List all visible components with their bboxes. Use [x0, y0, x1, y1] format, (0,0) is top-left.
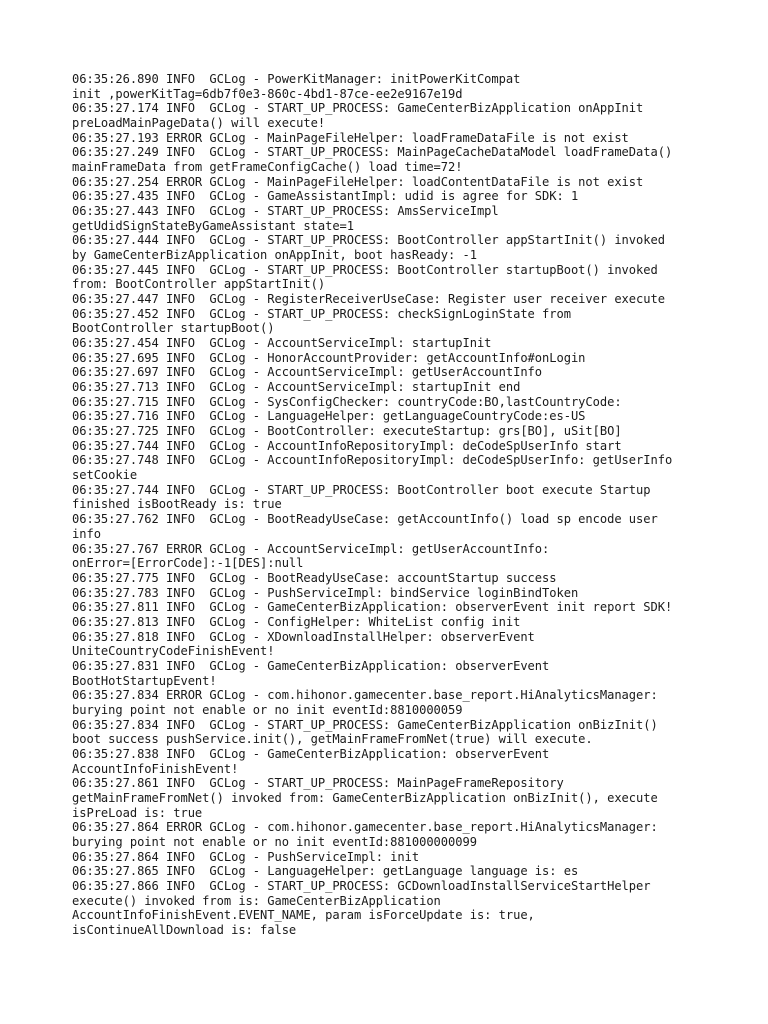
- log-line: getUdidSignStateByGameAssistant state=1: [72, 218, 355, 233]
- log-line: by GameCenterBizApplication onAppInit, boot hasReady: -1: [72, 248, 477, 263]
- log-line: 06:35:27.834 ERROR GCLog - com.hihonor.gamecenter.base_report.HiAnalyticsManager:: [72, 688, 658, 703]
- log-line: boot success pushService.init(), getMainFrameFromNet(true) will execute.: [72, 732, 593, 747]
- log-line: 06:35:27.813 INFO GCLog - ConfigHelper: WhiteList config init: [72, 614, 521, 629]
- log-line: 06:35:27.775 INFO GCLog - BootReadyUseCase: accountStartup success: [72, 570, 557, 585]
- log-line: 06:35:27.744 INFO GCLog - START_UP_PROCESS: BootController boot execute Startup: [72, 482, 651, 497]
- log-line: 06:35:27.818 INFO GCLog - XDownloadInstallHelper: observerEvent: [72, 629, 535, 644]
- log-line: 06:35:27.193 ERROR GCLog - MainPageFileHelper: loadFrameDataFile is not exist: [72, 130, 629, 145]
- log-line: 06:35:27.831 INFO GCLog - GameCenterBizApplication: observerEvent: [72, 658, 550, 673]
- log-line: init ,powerKitTag=6db7f0e3-860c-4bd1-87ce-ee2e9167e19d: [72, 86, 463, 101]
- log-line: onError=[ErrorCode]:-1[DES]:null: [72, 556, 304, 571]
- log-line: 06:35:27.695 INFO GCLog - HonorAccountProvider: getAccountInfo#onLogin: [72, 350, 586, 365]
- log-line: getMainFrameFromNet() invoked from: GameCenterBizApplication onBizInit(), execute: [72, 790, 658, 805]
- log-line: 06:35:27.254 ERROR GCLog - MainPageFileHelper: loadContentDataFile is not exist: [72, 174, 644, 189]
- log-line: preLoadMainPageData() will execute!: [72, 116, 326, 131]
- log-line: 06:35:27.861 INFO GCLog - START_UP_PROCESS: MainPageFrameRepository: [72, 776, 564, 791]
- log-line: finished isBootReady is: true: [72, 497, 282, 512]
- log-line: 06:35:27.454 INFO GCLog - AccountServiceImpl: startupInit: [72, 336, 492, 351]
- log-line: 06:35:26.890 INFO GCLog - PowerKitManager: initPowerKitCompat: [72, 72, 521, 86]
- log-line: 06:35:27.452 INFO GCLog - START_UP_PROCESS: checkSignLoginState from: [72, 306, 571, 321]
- log-line: AccountInfoFinishEvent!: [72, 761, 239, 776]
- log-line: 06:35:27.174 INFO GCLog - START_UP_PROCESS: GameCenterBizApplication onAppInit: [72, 101, 644, 116]
- log-line: isContinueAllDownload is: false: [72, 922, 297, 937]
- log-line: 06:35:27.715 INFO GCLog - SysConfigChecker: countryCode:BO,lastCountryCode:: [72, 394, 622, 409]
- log-text-block: [72, 72, 712, 938]
- log-line: 06:35:27.443 INFO GCLog - START_UP_PROCESS: AmsServiceImpl: [72, 204, 499, 219]
- log-line: 06:35:27.762 INFO GCLog - BootReadyUseCase: getAccountInfo() load sp encode user: [72, 512, 658, 527]
- log-line: 06:35:27.444 INFO GCLog - START_UP_PROCESS: BootController appStartInit() invoked: [72, 233, 665, 248]
- log-line: isPreLoad is: true: [72, 805, 203, 820]
- log-line: mainFrameData from getFrameConfigCache() load time=72!: [72, 160, 463, 175]
- log-line: 06:35:27.435 INFO GCLog - GameAssistantImpl: udid is agree for SDK: 1: [72, 189, 579, 204]
- log-line: 06:35:27.864 INFO GCLog - PushServiceImpl: init: [72, 849, 420, 864]
- log-line: 06:35:27.811 INFO GCLog - GameCenterBizApplication: observerEvent init report SDK!: [72, 600, 673, 615]
- log-line: 06:35:27.725 INFO GCLog - BootController: executeStartup: grs[BO], uSit[BO]: [72, 424, 622, 439]
- log-line: BootHotStartupEvent!: [72, 673, 217, 688]
- log-line: 06:35:27.744 INFO GCLog - AccountInfoRepositoryImpl: deCodeSpUserInfo start: [72, 438, 622, 453]
- log-line: 06:35:27.864 ERROR GCLog - com.hihonor.gamecenter.base_report.HiAnalyticsManager:: [72, 820, 658, 835]
- log-line: setCookie: [72, 468, 138, 483]
- log-line: burying point not enable or no init eventId:8810000059: [72, 702, 463, 717]
- log-line: 06:35:27.866 INFO GCLog - START_UP_PROCESS: GCDownloadInstallServiceStartHelper: [72, 878, 651, 893]
- log-line: 06:35:27.249 INFO GCLog - START_UP_PROCESS: MainPageCacheDataModel loadFrameData(): [72, 145, 673, 160]
- log-line: execute() invoked from is: GameCenterBizApplication: [72, 893, 441, 908]
- log-line: BootController startupBoot(): [72, 321, 275, 336]
- log-line: 06:35:27.783 INFO GCLog - PushServiceImpl: bindService loginBindToken: [72, 585, 579, 600]
- log-line: 06:35:27.838 INFO GCLog - GameCenterBizApplication: observerEvent: [72, 746, 550, 761]
- log-line: 06:35:27.834 INFO GCLog - START_UP_PROCESS: GameCenterBizApplication onBizInit(): [72, 717, 658, 732]
- log-line: burying point not enable or no init eventId:881000000099: [72, 834, 477, 849]
- log-line: 06:35:27.748 INFO GCLog - AccountInfoRepositoryImpl: deCodeSpUserInfo: getUserInfo: [72, 453, 673, 468]
- log-line: AccountInfoFinishEvent.EVENT_NAME, param isForceUpdate is: true,: [72, 908, 535, 923]
- log-line: 06:35:27.716 INFO GCLog - LanguageHelper: getLanguageCountryCode:es-US: [72, 409, 586, 424]
- log-line: info: [72, 526, 101, 541]
- log-line: from: BootController appStartInit(): [72, 277, 326, 292]
- log-line: 06:35:27.697 INFO GCLog - AccountServiceImpl: getUserAccountInfo: [72, 365, 543, 380]
- log-line: 06:35:27.447 INFO GCLog - RegisterReceiverUseCase: Register user receiver execute: [72, 292, 665, 307]
- log-line: 06:35:27.713 INFO GCLog - AccountServiceImpl: startupInit end: [72, 380, 521, 395]
- log-line: 06:35:27.445 INFO GCLog - START_UP_PROCESS: BootController startupBoot() invoked: [72, 262, 658, 277]
- log-line: UniteCountryCodeFinishEvent!: [72, 644, 275, 659]
- log-line: 06:35:27.865 INFO GCLog - LanguageHelper: getLanguage language is: es: [72, 864, 579, 879]
- log-line: 06:35:27.767 ERROR GCLog - AccountServiceImpl: getUserAccountInfo:: [72, 541, 550, 556]
